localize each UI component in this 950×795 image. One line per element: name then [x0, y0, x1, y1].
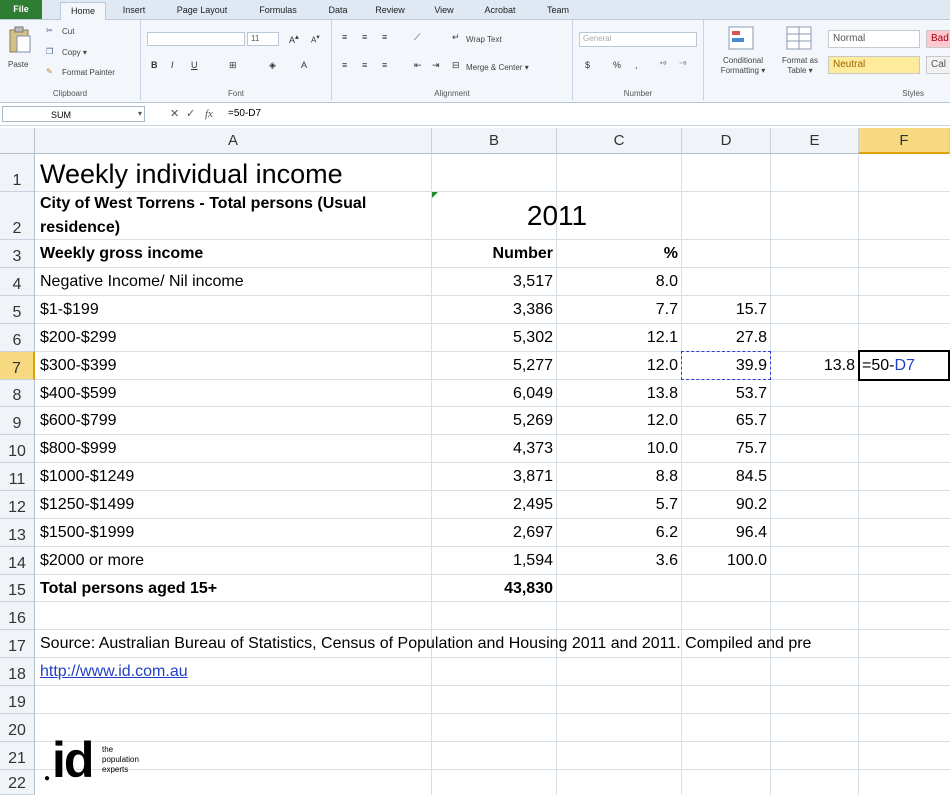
gridline: [35, 769, 950, 770]
row-header-2[interactable]: 2: [0, 192, 35, 240]
clipboard-group: [0, 20, 141, 100]
font-group: [141, 20, 332, 100]
cell-percent[interactable]: 13.8: [646, 385, 678, 402]
id-logo: [44, 732, 154, 793]
cell-percent[interactable]: 10.0: [646, 440, 678, 457]
increase-decimal-icon[interactable]: ⁺⁰: [659, 60, 667, 69]
gridline: [35, 518, 950, 519]
cell-cumulative[interactable]: 75.7: [735, 440, 767, 457]
table-row[interactable]: $1500-$1999: [40, 524, 135, 541]
tab-review[interactable]: Review: [375, 5, 405, 15]
column-header-c[interactable]: C: [557, 128, 682, 154]
font-size-field[interactable]: 11: [247, 32, 279, 46]
gridline: [35, 323, 950, 324]
row-header-4[interactable]: 4: [0, 268, 35, 296]
cancel-entry-button[interactable]: ✕: [170, 108, 180, 120]
row-header-8[interactable]: 8: [0, 380, 35, 407]
wrap-text-button[interactable]: Wrap Text: [466, 35, 502, 44]
column-header-e[interactable]: E: [771, 128, 859, 154]
table-row[interactable]: $300-$399: [40, 357, 117, 374]
align-left-icon[interactable]: ≡: [342, 60, 348, 70]
tab-team[interactable]: Team: [546, 5, 569, 15]
table-row[interactable]: $800-$999: [40, 440, 117, 457]
gridline: [35, 713, 950, 714]
alignment-group-label: Alignment: [434, 89, 470, 98]
font-group-label: Font: [227, 89, 244, 98]
gridline: [35, 379, 950, 380]
table-row[interactable]: $2000 or more: [40, 552, 145, 569]
column-header-a[interactable]: A: [35, 128, 432, 154]
insert-function-button[interactable]: fx: [205, 108, 213, 120]
cell-number[interactable]: 2,495: [512, 496, 553, 513]
clipboard-group-label: Clipboard: [52, 89, 88, 98]
tab-formulas[interactable]: Formulas: [259, 5, 297, 15]
currency-button[interactable]: $: [585, 60, 591, 70]
row-header-18[interactable]: 18: [0, 658, 35, 686]
column-header-b[interactable]: B: [432, 128, 557, 154]
grow-font-icon[interactable]: A▴: [289, 32, 299, 45]
table-row[interactable]: $1-$199: [40, 301, 99, 318]
merge-center-icon[interactable]: ⊟: [452, 60, 460, 70]
paste-label[interactable]: Paste: [8, 60, 29, 69]
styles-group-label: Styles: [902, 89, 924, 98]
cell-number[interactable]: 1,594: [512, 552, 553, 569]
spreadsheet-grid: [0, 128, 950, 795]
gridline: [35, 546, 950, 547]
align-middle-icon[interactable]: ≡: [362, 32, 368, 42]
tab-acrobat[interactable]: Acrobat: [484, 5, 516, 15]
conditional-formatting-icon[interactable]: [728, 26, 754, 50]
row-header-11[interactable]: 11: [0, 463, 35, 491]
gridline: [35, 574, 950, 575]
number-format-select[interactable]: General: [579, 32, 697, 47]
header-number[interactable]: Number: [492, 245, 553, 262]
cell-number[interactable]: 6,049: [512, 385, 553, 402]
increase-indent-icon[interactable]: ⇥: [432, 60, 440, 70]
gridline: [35, 629, 950, 630]
total-number[interactable]: 43,830: [504, 580, 553, 597]
decrease-indent-icon[interactable]: ⇤: [414, 60, 422, 70]
cut-button[interactable]: Cut: [62, 27, 75, 36]
paste-icon[interactable]: [8, 26, 32, 54]
tab-home[interactable]: Home: [60, 2, 106, 20]
cell-percent[interactable]: 12.1: [646, 329, 678, 346]
table-row[interactable]: $1000-$1249: [40, 468, 135, 485]
logo-mark: id: [52, 732, 93, 788]
cell-cumulative[interactable]: 100.0: [726, 552, 767, 569]
cell-cumulative[interactable]: 15.7: [735, 301, 767, 318]
source-note[interactable]: Source: Australian Bureau of Statistics, Census of Population and Housing 2011 and 2011. Compiled and pre: [40, 635, 812, 652]
gridline: [35, 434, 950, 435]
row-header-21[interactable]: 21: [0, 742, 35, 770]
row-header-16[interactable]: 16: [0, 602, 35, 630]
cell-number[interactable]: 5,269: [512, 412, 553, 429]
formula-reference: D7: [894, 357, 915, 374]
row-header-12[interactable]: 12: [0, 491, 35, 519]
select-all-corner[interactable]: [0, 128, 35, 154]
cell-percent[interactable]: 5.7: [655, 496, 678, 513]
style-calculation[interactable]: Cal: [926, 56, 950, 74]
subtitle-line-2[interactable]: residence): [40, 219, 121, 236]
gridline: [35, 462, 950, 463]
align-bottom-icon[interactable]: ≡: [382, 32, 388, 42]
copy-icon[interactable]: ❐: [46, 47, 54, 56]
cell-cumulative[interactable]: 39.9: [735, 357, 767, 374]
conditional-formatting-button[interactable]: Conditional Formatting ▾: [720, 56, 766, 75]
cell-percent[interactable]: 3.6: [655, 552, 678, 569]
name-box-dropdown-icon[interactable]: ▾: [138, 109, 143, 118]
cut-icon[interactable]: ✂: [46, 26, 53, 35]
format-as-table-button[interactable]: Format as Table ▾: [781, 56, 818, 75]
logo-tagline-3: experts: [102, 765, 129, 774]
cell-percent[interactable]: 8.8: [655, 468, 678, 485]
cell-percent[interactable]: 12.0: [646, 412, 678, 429]
decrease-decimal-icon[interactable]: ⁻⁰: [679, 60, 687, 69]
column-header-f[interactable]: F: [859, 128, 950, 154]
active-cell-formula[interactable]: [862, 356, 915, 376]
gridline: [770, 154, 771, 795]
cell-number[interactable]: 3,871: [512, 468, 553, 485]
table-row[interactable]: $600-$799: [40, 412, 117, 429]
cell-number[interactable]: 5,277: [512, 357, 553, 374]
logo-dot: ●: [44, 773, 51, 784]
row-header-5[interactable]: 5: [0, 296, 35, 324]
total-label[interactable]: Total persons aged 15+: [40, 580, 218, 597]
row-header-6[interactable]: 6: [0, 324, 35, 352]
row-header-15[interactable]: 15: [0, 575, 35, 602]
tab-data[interactable]: Data: [328, 5, 348, 15]
column-header-d[interactable]: D: [682, 128, 771, 154]
gridline: [35, 295, 950, 296]
row-header-19[interactable]: 19: [0, 686, 35, 714]
number-group: [573, 20, 704, 100]
subtitle-line-1[interactable]: City of West Torrens - Total persons (Usual: [40, 195, 367, 212]
cell-cumulative[interactable]: 90.2: [735, 496, 767, 513]
gridline: [35, 406, 950, 407]
name-box[interactable]: SUM: [2, 106, 145, 122]
gridline: [35, 267, 950, 268]
gridline: [35, 239, 950, 240]
gridline: [35, 685, 950, 686]
orientation-icon[interactable]: ⟋: [414, 32, 421, 42]
row-header-13[interactable]: 13: [0, 519, 35, 547]
copy-button[interactable]: Copy ▾: [62, 48, 87, 57]
table-row[interactable]: Negative Income/ Nil income: [40, 273, 244, 290]
italic-button[interactable]: I: [171, 60, 174, 70]
tab-page-layout[interactable]: Page Layout: [176, 5, 228, 15]
number-group-label: Number: [623, 89, 653, 98]
comma-button[interactable]: ,: [635, 60, 638, 70]
format-as-table-icon[interactable]: [786, 26, 812, 50]
formula-prefix: =50-: [862, 357, 895, 374]
tab-insert[interactable]: Insert: [122, 5, 146, 15]
logo-tagline-1: the: [102, 745, 114, 754]
borders-icon[interactable]: ⊞: [229, 60, 237, 70]
format-painter-button[interactable]: Format Painter: [62, 68, 115, 77]
cell-percent[interactable]: 8.0: [655, 273, 678, 290]
enter-button[interactable]: ✓: [186, 108, 196, 120]
table-row[interactable]: $400-$599: [40, 385, 117, 402]
header-percent[interactable]: %: [663, 245, 678, 262]
row-header-22[interactable]: 22: [0, 770, 35, 795]
table-row[interactable]: $200-$299: [40, 329, 117, 346]
formula-bar: [0, 103, 950, 126]
logo-tagline-2: population: [102, 755, 139, 764]
cell-number[interactable]: 3,517: [512, 273, 553, 290]
cell-number[interactable]: 3,386: [512, 301, 553, 318]
align-top-icon[interactable]: ≡: [342, 32, 348, 42]
cell-percent[interactable]: 6.2: [655, 524, 678, 541]
gridline: [35, 191, 950, 192]
merge-center-button[interactable]: Merge & Center ▾: [466, 63, 529, 72]
row-header-17[interactable]: 17: [0, 630, 35, 658]
cell-percent[interactable]: 12.0: [646, 357, 678, 374]
table-row[interactable]: $1250-$1499: [40, 496, 135, 513]
style-neutral[interactable]: Neutral: [828, 56, 920, 74]
cell-cumulative[interactable]: 96.4: [735, 524, 767, 541]
row-header-14[interactable]: 14: [0, 547, 35, 575]
gridline: [35, 490, 950, 491]
tab-view[interactable]: View: [434, 5, 454, 15]
cell-number[interactable]: 2,697: [512, 524, 553, 541]
gridline: [35, 601, 950, 602]
percent-button[interactable]: %: [613, 60, 622, 70]
align-center-icon[interactable]: ≡: [362, 60, 368, 70]
year-label[interactable]: 2011: [526, 200, 588, 231]
style-normal[interactable]: Normal: [828, 30, 920, 48]
row-header-1[interactable]: 1: [0, 154, 35, 192]
tab-file[interactable]: File: [0, 0, 42, 19]
ribbon: [0, 0, 950, 103]
cell-cumulative[interactable]: 53.7: [735, 385, 767, 402]
cell-number[interactable]: 5,302: [512, 329, 553, 346]
gridline: [858, 154, 859, 795]
header-label[interactable]: Weekly gross income: [40, 245, 204, 262]
alignment-group: [332, 20, 573, 100]
row-header-20[interactable]: 20: [0, 714, 35, 742]
shrink-font-icon[interactable]: A▾: [311, 34, 320, 45]
align-right-icon[interactable]: ≡: [382, 60, 388, 70]
ribbon-tabs: [0, 0, 950, 20]
style-bad[interactable]: Bad: [926, 30, 950, 48]
cell-e7[interactable]: 13.8: [823, 357, 855, 374]
gridline: [35, 657, 950, 658]
formula-input[interactable]: =50-D7: [228, 108, 262, 119]
font-name-field[interactable]: [147, 32, 245, 46]
styles-group: [704, 20, 950, 100]
font-color-icon[interactable]: A: [301, 60, 308, 70]
cell-cumulative[interactable]: 27.8: [735, 329, 767, 346]
cell-cumulative[interactable]: 65.7: [735, 412, 767, 429]
website-link[interactable]: http://www.id.com.au: [40, 663, 188, 680]
row-header-7[interactable]: 7: [0, 352, 35, 380]
error-indicator-icon: [432, 192, 438, 198]
row-header-3[interactable]: 3: [0, 240, 35, 268]
cell-cumulative[interactable]: 84.5: [735, 468, 767, 485]
row-header-9[interactable]: 9: [0, 407, 35, 435]
cell-number[interactable]: 4,373: [512, 440, 553, 457]
wrap-text-icon[interactable]: ↵: [452, 32, 460, 42]
format-painter-icon[interactable]: ✎: [46, 67, 53, 76]
gridline: [35, 351, 950, 352]
cell-percent[interactable]: 7.7: [655, 301, 678, 318]
underline-button[interactable]: U: [191, 60, 198, 70]
sheet-title[interactable]: Weekly individual income: [40, 159, 343, 189]
row-header-10[interactable]: 10: [0, 435, 35, 463]
fill-color-icon[interactable]: ◈: [269, 60, 276, 70]
bold-button[interactable]: B: [151, 60, 158, 70]
gridline: [35, 741, 950, 742]
